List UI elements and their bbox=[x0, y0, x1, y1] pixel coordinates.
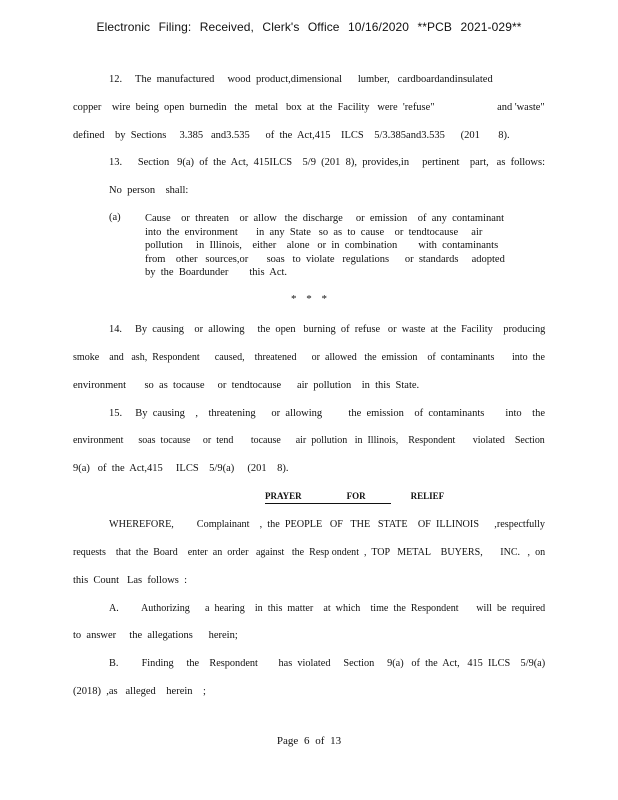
paragraph-15-line-1: 15. By causing , threatening or allowing the emission of contaminants into the bbox=[109, 408, 545, 419]
paragraph-14-line-3: environment so as tocause or tendtocause air pollution in this State. bbox=[73, 380, 420, 391]
paragraph-14-line-2: smoke and ash, Respondent caused, threatened or allowed the emission of contaminants into the bbox=[73, 352, 545, 363]
paragraph-12-line-3: defined by Sections 3.385 and3.535 of the Act,415 ILCS 5/3.385and3.535 (201 8). bbox=[73, 130, 510, 141]
filing-stamp-header: Electronic Filing: Received, Clerk's Office 10/16/2020 **PCB 2021-029** bbox=[96, 20, 522, 34]
section-break: * * * bbox=[291, 293, 327, 305]
wherefore-line-3: this Count Las follows : bbox=[73, 575, 188, 586]
relief-a-line-1: A. Authorizing a hearing in this matter at which time the Respondent will be required bbox=[109, 603, 546, 614]
paragraph-14-line-1: 14. By causing or allowing the open burning of refuse or waste at the Facility producing bbox=[109, 324, 546, 335]
relief-b-line-2: (2018) ,as alleged herein ; bbox=[73, 686, 206, 697]
wherefore-line-2: requests that the Board enter an order against the Resp ondent , TOP METAL BUYERS, INC. , on bbox=[73, 547, 546, 558]
wherefore-line-1: WHEREFORE, Complainant , the PEOPLE OF THE STATE OF ILLINOIS ,respectfully bbox=[109, 519, 545, 530]
paragraph-12-line-1: 12. The manufactured wood product,dimensional lumber, cardboardandinsulated bbox=[109, 74, 493, 85]
quote-line: by the Boardunder this Act. bbox=[145, 267, 288, 278]
relief-b-line-1: B. Finding the Respondent has violated Section 9(a) of the Act, 415 ILCS 5/9(a) bbox=[109, 658, 546, 669]
quote-line: from other sources,or soas to violate regulations or standards adopted bbox=[145, 253, 505, 265]
paragraph-13-line-2: No person shall: bbox=[109, 185, 189, 196]
paragraph-12-line-2: copper wire being open burnedin the metal box at the Facility were 'refuse" and 'waste" bbox=[73, 102, 545, 113]
prayer-for-relief-heading: PRAYER FOR RELIEF bbox=[265, 491, 445, 501]
heading-underline bbox=[265, 503, 391, 504]
paragraph-15-line-3: 9(a) of the Act,415 ILCS 5/9(a) (201 8). bbox=[73, 463, 289, 474]
statute-quote bbox=[145, 212, 505, 280]
quote-line: Cause or threaten or allow the discharge or emission of any contaminant bbox=[145, 213, 505, 224]
quote-label: (a) bbox=[109, 212, 121, 223]
quote-line: into the environment in any State so as to cause or tendtocause air bbox=[145, 226, 483, 238]
paragraph-13-line-1: 13. Section 9(a) of the Act, 415ILCS 5/9 (201 8), provides,in pertinent part, as follows: bbox=[109, 157, 545, 168]
page-number: Page 6 of 13 bbox=[276, 735, 342, 747]
paragraph-15-line-2: environment soas tocause or tend tocause air pollution in Illinois, Respondent violated Section bbox=[73, 435, 545, 446]
quote-line: pollution in Illinois, either alone or in combination with contaminants bbox=[145, 240, 499, 251]
relief-a-line-2: to answer the allegations herein; bbox=[73, 630, 238, 641]
